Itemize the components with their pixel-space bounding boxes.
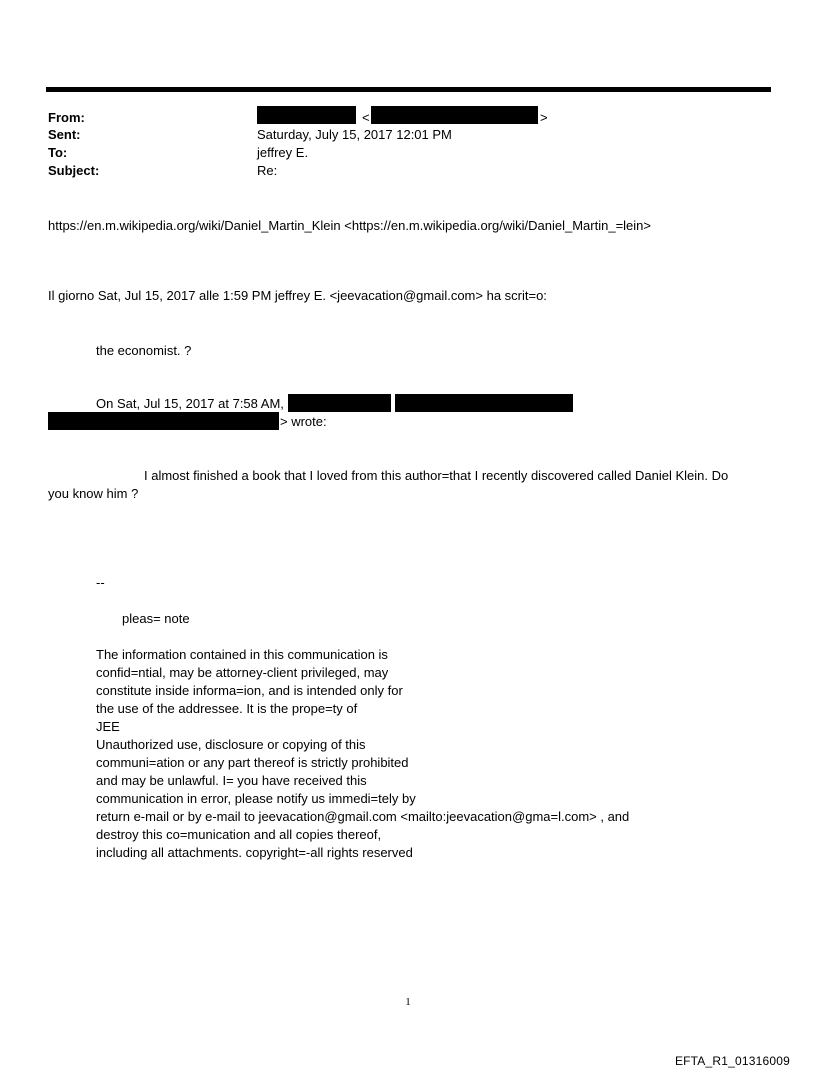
disclaimer-line: communication in error, please notify us immedi=tely by	[96, 791, 416, 806]
disclaimer-line: communi=ation or any part thereof is strictly prohibited	[96, 755, 409, 770]
signature-separator: --	[96, 575, 105, 590]
from-open-bracket: <	[362, 110, 370, 125]
disclaimer-line: and may be unlawful. I= you have received this	[96, 773, 367, 788]
subject-value: Re:	[257, 163, 278, 178]
disclaimer-line: return e-mail or by e-mail to jeevacation@gmail.com <mailto:jeevacation@gma=l.com> , and	[96, 809, 630, 824]
to-value: jeffrey E.	[257, 145, 309, 160]
redacted-original-sender-email-part1	[395, 394, 573, 412]
disclaimer-line: the use of the addressee. It is the prope=ty of	[96, 701, 358, 716]
disclaimer-line: JEE	[96, 719, 120, 734]
redacted-sender-email	[371, 106, 538, 124]
disclaimer-line: including all attachments. copyright=-all rights reserved	[96, 845, 413, 860]
on-wrote-prefix: On Sat, Jul 15, 2017 at 7:58 AM,	[96, 396, 284, 411]
subject-label: Subject:	[48, 163, 100, 178]
from-close-bracket: >	[540, 110, 548, 125]
message-line-1: I almost finished a book that I loved from this author=that I recently discovered called Daniel Klein. Do	[144, 468, 729, 483]
sent-label: Sent:	[48, 127, 81, 142]
sent-value: Saturday, July 15, 2017 12:01 PM	[257, 127, 452, 142]
message-line-2: you know him ?	[48, 486, 139, 501]
confidentiality-disclaimer	[96, 646, 629, 862]
page-number: 1	[405, 996, 411, 1008]
header-divider	[46, 87, 771, 92]
disclaimer-line: constitute inside informa=ion, and is intended only for	[96, 683, 403, 698]
to-label: To:	[48, 145, 68, 160]
please-note-line: pleas= note	[122, 611, 190, 626]
reply-attribution-line: Il giorno Sat, Jul 15, 2017 alle 1:59 PM jeffrey E. <jeevacation@gmail.com> ha scrit=o:	[48, 288, 547, 303]
wikipedia-link-line[interactable]: https://en.m.wikipedia.org/wiki/Daniel_Martin_Klein <https://en.m.wikipedia.org/wiki/Daniel_Martin_=lein>	[48, 218, 651, 233]
from-label: From:	[48, 110, 85, 125]
redacted-original-sender-email-part2	[48, 412, 279, 430]
disclaimer-line: The information contained in this communication is	[96, 647, 388, 662]
redacted-original-sender-name	[288, 394, 391, 412]
quoted-reply-text: the economist. ?	[96, 343, 192, 358]
disclaimer-line: confid=ntial, may be attorney-client privileged, may	[96, 665, 389, 680]
redacted-sender-name	[257, 106, 356, 124]
wrote-suffix: > wrote:	[280, 414, 327, 429]
document-id: EFTA_R1_01316009	[674, 1054, 790, 1068]
disclaimer-line: Unauthorized use, disclosure or copying of this	[96, 737, 366, 752]
disclaimer-line: destroy this co=munication and all copies thereof,	[96, 827, 382, 842]
